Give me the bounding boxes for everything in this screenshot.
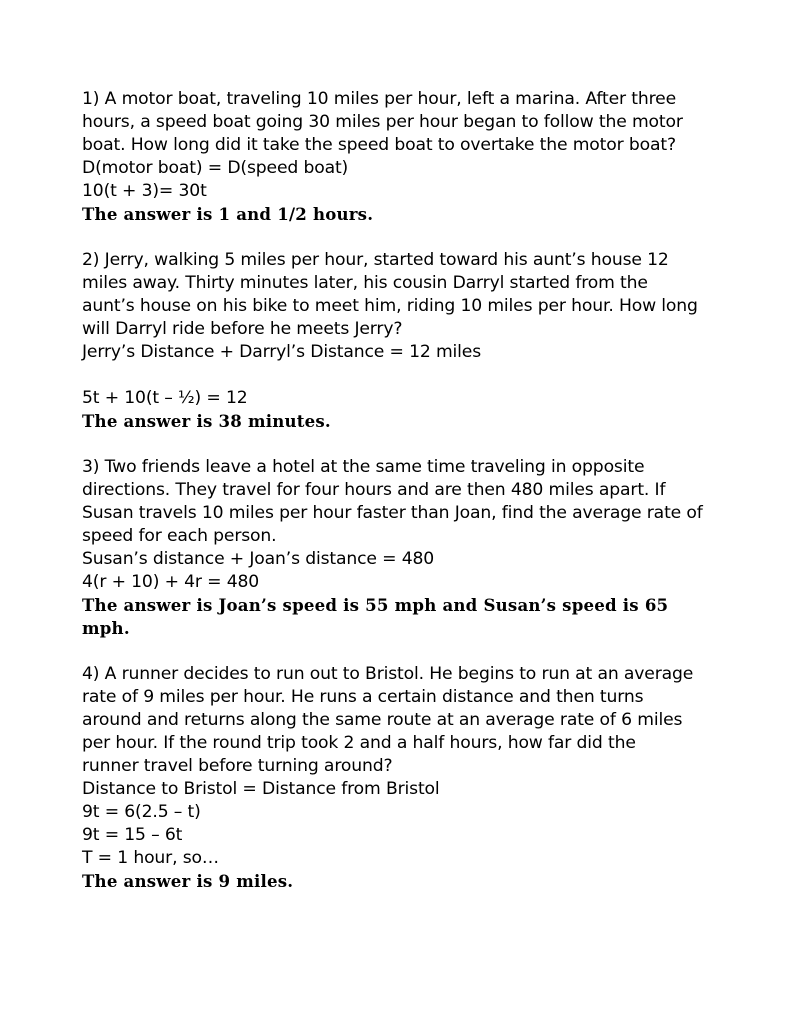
problem-2 [82,249,722,433]
work-line: Distance to Bristol = Distance from Bristol [82,779,440,799]
blank-line [82,364,722,387]
work-line: 4(r + 10) + 4r = 480 [82,572,260,592]
work-line: D(motor boat) = D(speed boat) [82,158,349,178]
work-line: Susan’s distance + Joan’s distance = 480 [82,549,435,569]
answer-line: The answer is 1 and 1/2 hours. [82,204,374,224]
answer-line: The answer is 38 minutes. [82,411,331,431]
work-line: Jerry’s Distance + Darryl’s Distance = 12 miles [82,342,482,362]
question-line: 1) A motor boat, traveling 10 miles per hour, left a marina. After three [82,89,676,109]
answer-line: The answer is 9 miles. [82,871,294,891]
problem-3 [82,456,722,640]
question-line: around and returns along the same route at an average rate of 6 miles [82,710,683,730]
answer-line: mph. [82,618,130,638]
work-line: 9t = 15 – 6t [82,825,183,845]
question-line: aunt’s house on his bike to meet him, riding 10 miles per hour. How long [82,296,698,316]
question-line: speed for each person. [82,526,277,546]
question-line: Susan travels 10 miles per hour faster than Joan, find the average rate of [82,503,703,523]
question-line: runner travel before turning around? [82,756,393,776]
question-line: hours, a speed boat going 30 miles per hour began to follow the motor [82,112,683,132]
question-line: directions. They travel for four hours and are then 480 miles apart. If [82,480,666,500]
question-line: rate of 9 miles per hour. He runs a certain distance and then turns [82,687,644,707]
problem-4 [82,663,722,893]
document-page [82,88,722,916]
question-line: miles away. Thirty minutes later, his cousin Darryl started from the [82,273,648,293]
question-line: 2) Jerry, walking 5 miles per hour, started toward his aunt’s house 12 [82,250,669,270]
question-line: per hour. If the round trip took 2 and a half hours, how far did the [82,733,636,753]
problem-1 [82,88,722,226]
work-line: T = 1 hour, so… [82,848,219,868]
work-line: 5t + 10(t – ½) = 12 [82,388,248,408]
work-line: 9t = 6(2.5 – t) [82,802,201,822]
work-line: 10(t + 3)= 30t [82,181,207,201]
question-line: boat. How long did it take the speed boat to overtake the motor boat? [82,135,676,155]
question-line: 4) A runner decides to run out to Bristol. He begins to run at an average [82,664,694,684]
answer-line: The answer is Joan’s speed is 55 mph and Susan’s speed is 65 [82,595,669,615]
question-line: 3) Two friends leave a hotel at the same time traveling in opposite [82,457,645,477]
question-line: will Darryl ride before he meets Jerry? [82,319,403,339]
